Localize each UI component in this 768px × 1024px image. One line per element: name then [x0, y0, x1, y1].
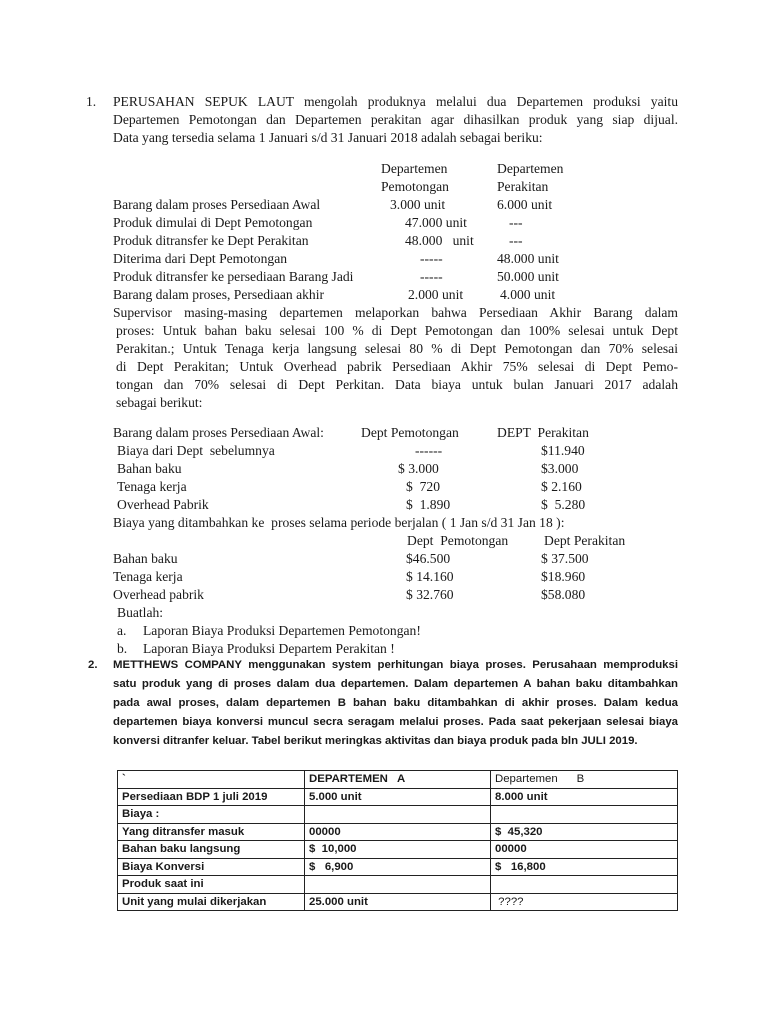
table-cell: [491, 806, 678, 824]
task-a-text: Laporan Biaya Produksi Departemen Pemotongan!: [143, 623, 421, 638]
cost-header-perakitan: DEPT Perakitan: [497, 425, 589, 440]
question-1-intro: [113, 93, 678, 147]
intro-line: pada awal proses, dalam departemen B bahan baku ditambahkan di akhir proses. Dalam kedua: [113, 697, 678, 709]
units-row-pemotongan: 47.000 unit: [405, 215, 467, 230]
added-row-pemotongan: $46.500: [406, 551, 451, 566]
cost-row-pemotongan: $ 1.890: [406, 497, 451, 512]
task-a-letter: a.: [117, 623, 127, 638]
table-cell: Biaya Konversi: [118, 858, 305, 876]
units-row-pemotongan: 2.000 unit: [408, 287, 464, 302]
intro-line: departemen biaya konversi muncul secra seragam melalui proses. Pada saat pekerjaan selesai biaya: [113, 716, 678, 728]
units-row-perakitan: ---: [509, 215, 523, 230]
units-row-perakitan: ---: [509, 233, 523, 248]
table-cell: Unit yang mulai dikerjakan: [118, 893, 305, 911]
table-row: [118, 841, 678, 859]
table-cell: $ 16,800: [491, 858, 678, 876]
paragraph-line: Supervisor masing-masing departemen melaporkan bahwa Persediaan Akhir Barang dalam: [113, 305, 678, 320]
added-row-label: Tenaga kerja: [113, 569, 183, 584]
table-cell: $ 6,900: [305, 858, 491, 876]
table-cell: [305, 806, 491, 824]
cost-row-perakitan: $ 5.280: [541, 497, 586, 512]
cost-row-label: Biaya dari Dept sebelumnya: [117, 443, 275, 458]
cost-row-pemotongan: ------: [415, 443, 443, 458]
cost-row-label: Tenaga kerja: [117, 479, 187, 494]
units-row-label: Produk ditransfer ke persediaan Barang Jadi: [113, 269, 354, 284]
table-cell: Persediaan BDP 1 juli 2019: [118, 788, 305, 806]
units-row-pemotongan: -----: [420, 251, 443, 266]
table-cell: 25.000 unit: [305, 893, 491, 911]
added-row-perakitan: $ 37.500: [541, 551, 589, 566]
table-header-cell: Departemen B: [491, 771, 678, 789]
table-header-cell: `: [118, 771, 305, 789]
table-header-row: [118, 771, 678, 789]
cost-row-perakitan: $11.940: [541, 443, 585, 458]
table-cell: 00000: [491, 841, 678, 859]
task-b-letter: b.: [117, 641, 128, 656]
task-b-text: Laporan Biaya Produksi Departem Perakitan !: [143, 641, 395, 656]
table-cell: Produk saat ini: [118, 876, 305, 894]
table-header-cell: DEPARTEMEN A: [305, 771, 491, 789]
units-row-pemotongan: -----: [420, 269, 443, 284]
added-cost-title: Biaya yang ditambahkan ke proses selama periode berjalan ( 1 Jan s/d 31 Jan 18 ):: [113, 515, 565, 530]
table-cell: Biaya :: [118, 806, 305, 824]
units-row-label: Barang dalam proses, Persediaan akhir: [113, 287, 325, 302]
table-cell: [305, 876, 491, 894]
table-row: [118, 893, 678, 911]
intro-line: konversi ditranfer keluar. Tabel berikut meringkas aktivitas dan biaya produk pada bln JULI 2019.: [113, 735, 638, 747]
paragraph-line: Perakitan.; Untuk Tenaga kerja langsung selesai 80 % di Dept Pemotongan dan 70% selesai: [116, 341, 678, 356]
question-2-number: 2.: [88, 659, 98, 671]
intro-line: satu produk yang di proses dalam dua departemen. Dalam departemen A bahan baku ditambahkan: [113, 678, 678, 690]
units-row-pemotongan: 48.000 unit: [405, 233, 474, 248]
table-cell: [491, 876, 678, 894]
table-cell: 00000: [305, 823, 491, 841]
units-row-perakitan: 6.000 unit: [497, 197, 553, 212]
added-row-perakitan: $18.960: [541, 569, 586, 584]
cost-row-label: Bahan baku: [117, 461, 182, 476]
added-row-perakitan: $58.080: [541, 587, 586, 602]
units-row-label: Barang dalam proses Persediaan Awal: [113, 197, 321, 212]
added-header-perakitan: Dept Perakitan: [544, 533, 626, 548]
added-row-pemotongan: $ 14.160: [406, 569, 454, 584]
units-row-perakitan: 4.000 unit: [500, 287, 556, 302]
paragraph-line: sebagai berikut:: [116, 395, 203, 410]
added-row-label: Bahan baku: [113, 551, 178, 566]
paragraph-line: tongan dan 70% selesai di Dept Perkitan. Data biaya untuk bulan Januari 2017 adalah: [116, 377, 678, 392]
added-header-pemotongan: Dept Pemotongan: [407, 533, 509, 548]
units-header-pemotongan-line1: Departemen: [381, 161, 448, 176]
cost-header-pemotongan: Dept Pemotongan: [361, 425, 459, 440]
units-row-label: Produk dimulai di Dept Pemotongan: [113, 215, 313, 230]
units-header-perakitan-line2: Perakitan: [497, 179, 549, 194]
intro-line: Departemen Pemotongan dan Departemen perakitan agar dihasilkan produk yang siap dijual.: [113, 112, 678, 127]
units-row-pemotongan: 3.000 unit: [390, 197, 446, 212]
cost-row-pemotongan: $ 3.000: [398, 461, 439, 476]
table-cell: 5.000 unit: [305, 788, 491, 806]
table-row: [118, 858, 678, 876]
matthews-table: [117, 770, 678, 911]
added-row-pemotongan: $ 32.760: [406, 587, 454, 602]
units-row-perakitan: 48.000 unit: [497, 251, 559, 266]
units-row-perakitan: 50.000 unit: [497, 269, 559, 284]
units-header-pemotongan-line2: Pemotongan: [381, 179, 449, 194]
units-row-label: Diterima dari Dept Pemotongan: [113, 251, 288, 266]
buatlah-label: Buatlah:: [117, 605, 164, 620]
intro-line: Data yang tersedia selama 1 Januari s/d 31 Januari 2018 adalah sebagai beriku:: [113, 130, 543, 145]
table-cell: ????: [491, 893, 678, 911]
intro-line: METTHEWS COMPANY menggunakan system perhitungan biaya proses. Perusahaan memproduksi: [113, 659, 678, 671]
table-cell: 8.000 unit: [491, 788, 678, 806]
paragraph-line: proses: Untuk bahan baku selesai 100 % di Dept Pemotongan dan 100% selesai untuk Dept: [116, 323, 678, 338]
table-cell: Bahan baku langsung: [118, 841, 305, 859]
added-row-label: Overhead pabrik: [113, 587, 204, 602]
cost-row-pemotongan: $ 720: [406, 479, 440, 494]
table-row: [118, 788, 678, 806]
question-1-number: 1.: [86, 94, 97, 109]
table-cell: $ 45,320: [491, 823, 678, 841]
table-cell: $ 10,000: [305, 841, 491, 859]
table-row: [118, 823, 678, 841]
question-2-intro: [113, 656, 678, 751]
units-row-label: Produk ditransfer ke Dept Perakitan: [113, 233, 309, 248]
units-header-perakitan-line1: Departemen: [497, 161, 564, 176]
paragraph-line: di Dept Perakitan; Untuk Overhead pabrik Persediaan Akhir 75% selesai di Dept Pemo-: [116, 359, 678, 374]
table-cell: Yang ditransfer masuk: [118, 823, 305, 841]
cost-row-perakitan: $3.000: [541, 461, 579, 476]
table-row: [118, 876, 678, 894]
table-row: [118, 806, 678, 824]
cost-header-label: Barang dalam proses Persediaan Awal:: [113, 425, 324, 440]
cost-row-label: Overhead Pabrik: [117, 497, 209, 512]
supervisor-paragraph: [113, 304, 678, 412]
cost-row-perakitan: $ 2.160: [541, 479, 582, 494]
intro-line: PERUSAHAN SEPUK LAUT mengolah produknya melalui dua Departemen produksi yaitu: [113, 94, 678, 109]
